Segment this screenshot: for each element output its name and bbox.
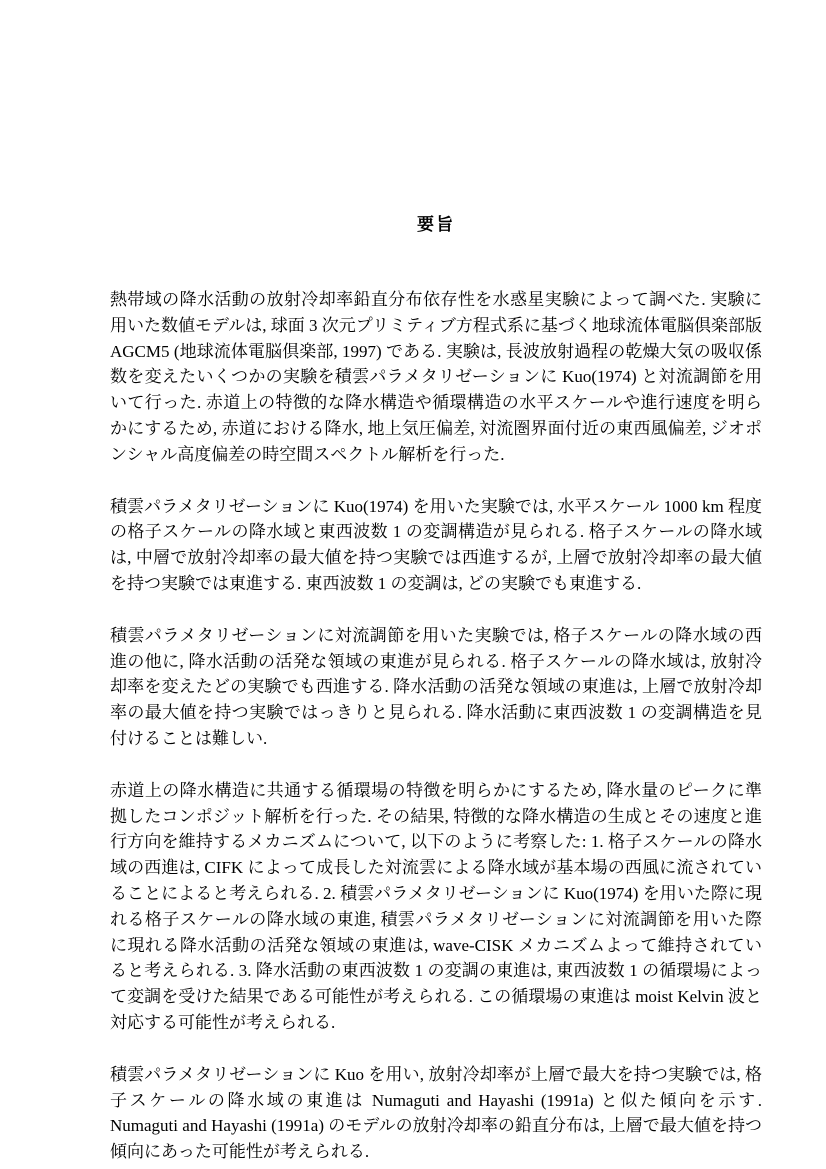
- abstract-title: 要旨: [417, 215, 455, 234]
- abstract-paragraph-3: 積雲パラメタリゼーションに対流調節を用いた実験では, 格子スケールの降水域の西進の他に, 降水活動の活発な領域の東進が見られる. 格子スケールの降水域は, 放射冷却率を変えたどの実験でも西進する. 降水活動の活発な領域の東進は, 上層で放射冷却率の最大値を持つ実験ではっきりと見られる. 降水活動に東西波数 1 の変調構造を見付けることは難しい.: [110, 625, 762, 748]
- abstract-paragraph-4: 赤道上の降水構造に共通する循環場の特徴を明らかにするため, 降水量のピークに準拠したコンポジット解析を行った. その結果, 特徴的な降水構造の生成とその速度と進行方向を維持するメカニズムについて, 以下のように考察した: 1. 格子スケールの降水域の西進は, CIFK によって成長した対流雲による降水域が基本場の西風に流されていることによると考えられる. 2. 積雲パラメタリゼーションに Kuo(1974) を用いた際に現れる格子スケールの降水域の東進, 積雲パラメタリゼーションに対流調節を用いた際に現れる降水活動の活発な領域の東進は, wave-CISK メカニズムよって維持されていると考えられる. 3. 降水活動の東西波数 1 の変調の東進は, 東西波数 1 の循環場によって変調を受けた結果である可能性が考えられる. この循環場の東進は moist Kelvin 波と対応する可能性が考えられる.: [110, 780, 762, 1032]
- abstract-paragraph-2: 積雲パラメタリゼーションに Kuo(1974) を用いた実験では, 水平スケール 1000 km 程度の格子スケールの降水域と東西波数 1 の変調構造が見られる. 格子スケールの降水域は, 中層で放射冷却率の最大値を持つ実験では西進するが, 上層で放射冷却率の最大値を持つ実験では東進する. 東西波数 1 の変調は, どの実験でも東進する.: [110, 496, 762, 593]
- abstract-paragraph-1: 熱帯域の降水活動の放射冷却率鉛直分布依存性を水惑星実験によって調べた. 実験に用いた数値モデルは, 球面 3 次元プリミティブ方程式系に基づく地球流体電脳倶楽部版 AGCM5 (地球流体電脳倶楽部, 1997) である. 実験は, 長波放射過程の乾燥大気の吸収係数を変えたいくつかの実験を積雲パラメタリゼーションに Kuo(1974) と対流調節を用いて行った. 赤道上の特徴的な降水構造や循環構造の水平スケールや進行速度を明らかにするため, 赤道における降水, 地上気圧偏差, 対流圏界面付近の東西風偏差, ジオポンシャル高度偏差の時空間スペクトル解析を行った.: [110, 290, 762, 464]
- abstract-paragraph-5: 積雲パラメタリゼーションに Kuo を用い, 放射冷却率が上層で最大を持つ実験では, 格子スケールの降水域の東進は Numaguti and Hayashi (1991a) と似た傾向を示す. Numaguti and Hayashi (1991a) のモデルの放射冷却率の鉛直分布は, 上層で最大値を持つ傾向にあった可能性が考えられる.: [110, 1064, 762, 1162]
- abstract-body: [110, 287, 762, 1165]
